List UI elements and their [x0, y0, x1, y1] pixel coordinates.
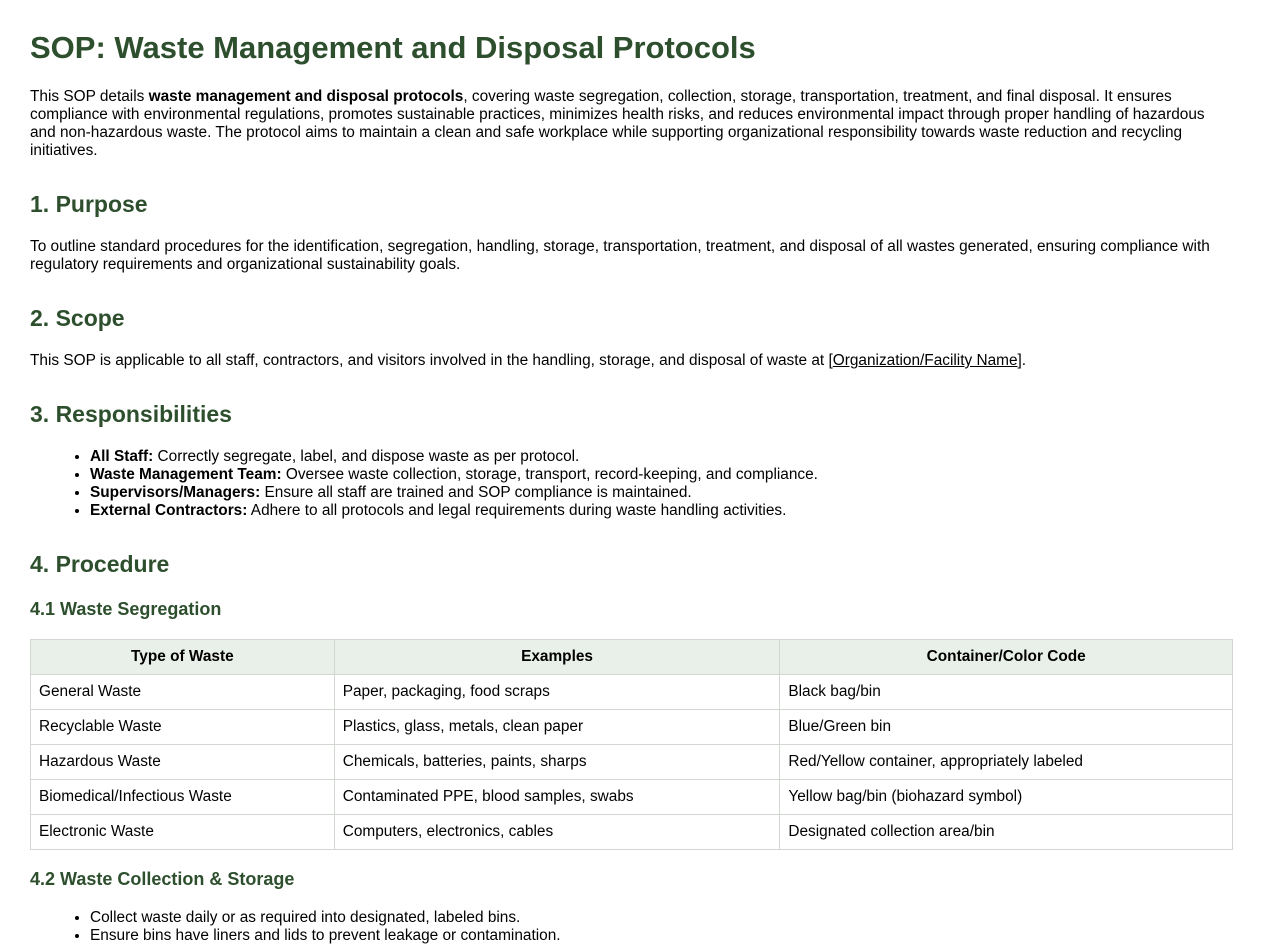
intro-prefix: This SOP details	[30, 88, 149, 105]
purpose-heading: 1. Purpose	[30, 191, 148, 217]
purpose-text: To outline standard procedures for the identification, segregation, handling, storage, transportation, treatment, and disposal of all wastes generated, ensuring compliance with regulatory requirements and organizational sustainability goals.	[30, 238, 1210, 273]
table-cell: Chemicals, batteries, paints, sharps	[334, 745, 780, 780]
table-row	[31, 815, 1233, 850]
list-item: • Collect waste daily or as required into designated, labeled bins.	[90, 909, 561, 927]
column-header: Type of Waste	[31, 640, 335, 675]
table-cell: Yellow bag/bin (biohazard symbol)	[780, 780, 1233, 815]
list-item	[90, 484, 818, 502]
procedure-heading: 4. Procedure	[30, 551, 170, 577]
table-cell: Black bag/bin	[780, 675, 1233, 710]
table-cell: Contaminated PPE, blood samples, swabs	[334, 780, 780, 815]
list-item	[90, 502, 818, 520]
role-text: Ensure all staff are trained and SOP compliance is maintained.	[260, 484, 692, 501]
role-label: Supervisors/Managers:	[90, 484, 261, 501]
page-title: SOP: Waste Management and Disposal Protocols	[30, 30, 756, 65]
role-label: All Staff:	[90, 448, 154, 465]
intro-paragraph	[30, 88, 1233, 160]
role-text: Correctly segregate, label, and dispose waste as per protocol.	[153, 448, 580, 465]
table-cell: Paper, packaging, food scraps	[334, 675, 780, 710]
organization-link[interactable]: Organization/Facility Name	[832, 352, 1018, 369]
collection-heading: 4.2 Waste Collection & Storage	[30, 869, 295, 889]
table-cell: Electronic Waste	[31, 815, 335, 850]
intro-suffix: , covering waste segregation, collection, storage, transportation, treatment, and final disposal. It ensures compliance with environmental regulations, promotes sustainable practices, minimizes health risks, and reduces environmental impact through proper handling of hazardous and non-hazardous waste. The protocol aims to maintain a clean and safe workplace while supporting organizational responsibility towards waste reduction and recycling initiatives.	[30, 88, 1205, 159]
table-cell: Computers, electronics, cables	[334, 815, 780, 850]
intro-bold: waste management and disposal protocols	[148, 88, 464, 105]
scope-heading: 2. Scope	[30, 305, 125, 331]
list-item	[90, 466, 818, 484]
table-row	[31, 745, 1233, 780]
role-text: Oversee waste collection, storage, transport, record-keeping, and compliance.	[281, 466, 818, 483]
responsibilities-list	[30, 448, 818, 520]
table-cell: Recyclable Waste	[31, 710, 335, 745]
collection-list	[30, 909, 561, 945]
role-label: External Contractors:	[90, 502, 248, 519]
scope-suffix: ].	[1017, 352, 1027, 369]
waste-segregation-table	[30, 639, 1233, 850]
table-row	[31, 675, 1233, 710]
responsibilities-heading: 3. Responsibilities	[30, 401, 232, 427]
table-cell: Red/Yellow container, appropriately labeled	[780, 745, 1233, 780]
role-label: Waste Management Team:	[90, 466, 282, 483]
table-row	[31, 710, 1233, 745]
scope-prefix: This SOP is applicable to all staff, contractors, and visitors involved in the handling, storage, and disposal of waste at [	[30, 352, 833, 369]
table-header-row	[31, 640, 1233, 675]
role-text: Adhere to all protocols and legal requirements during waste handling activities.	[247, 502, 787, 519]
segregation-heading: 4.1 Waste Segregation	[30, 599, 222, 619]
column-header: Container/Color Code	[780, 640, 1233, 675]
table-cell: Blue/Green bin	[780, 710, 1233, 745]
list-item: • Ensure bins have liners and lids to prevent leakage or contamination.	[90, 927, 561, 945]
table-cell: General Waste	[31, 675, 335, 710]
table-cell: Designated collection area/bin	[780, 815, 1233, 850]
table-cell: Biomedical/Infectious Waste	[31, 780, 335, 815]
scope-text	[30, 352, 1233, 370]
table-cell: Hazardous Waste	[31, 745, 335, 780]
table-cell: Plastics, glass, metals, clean paper	[334, 710, 780, 745]
list-item	[90, 448, 818, 466]
column-header: Examples	[334, 640, 780, 675]
table-row	[31, 780, 1233, 815]
